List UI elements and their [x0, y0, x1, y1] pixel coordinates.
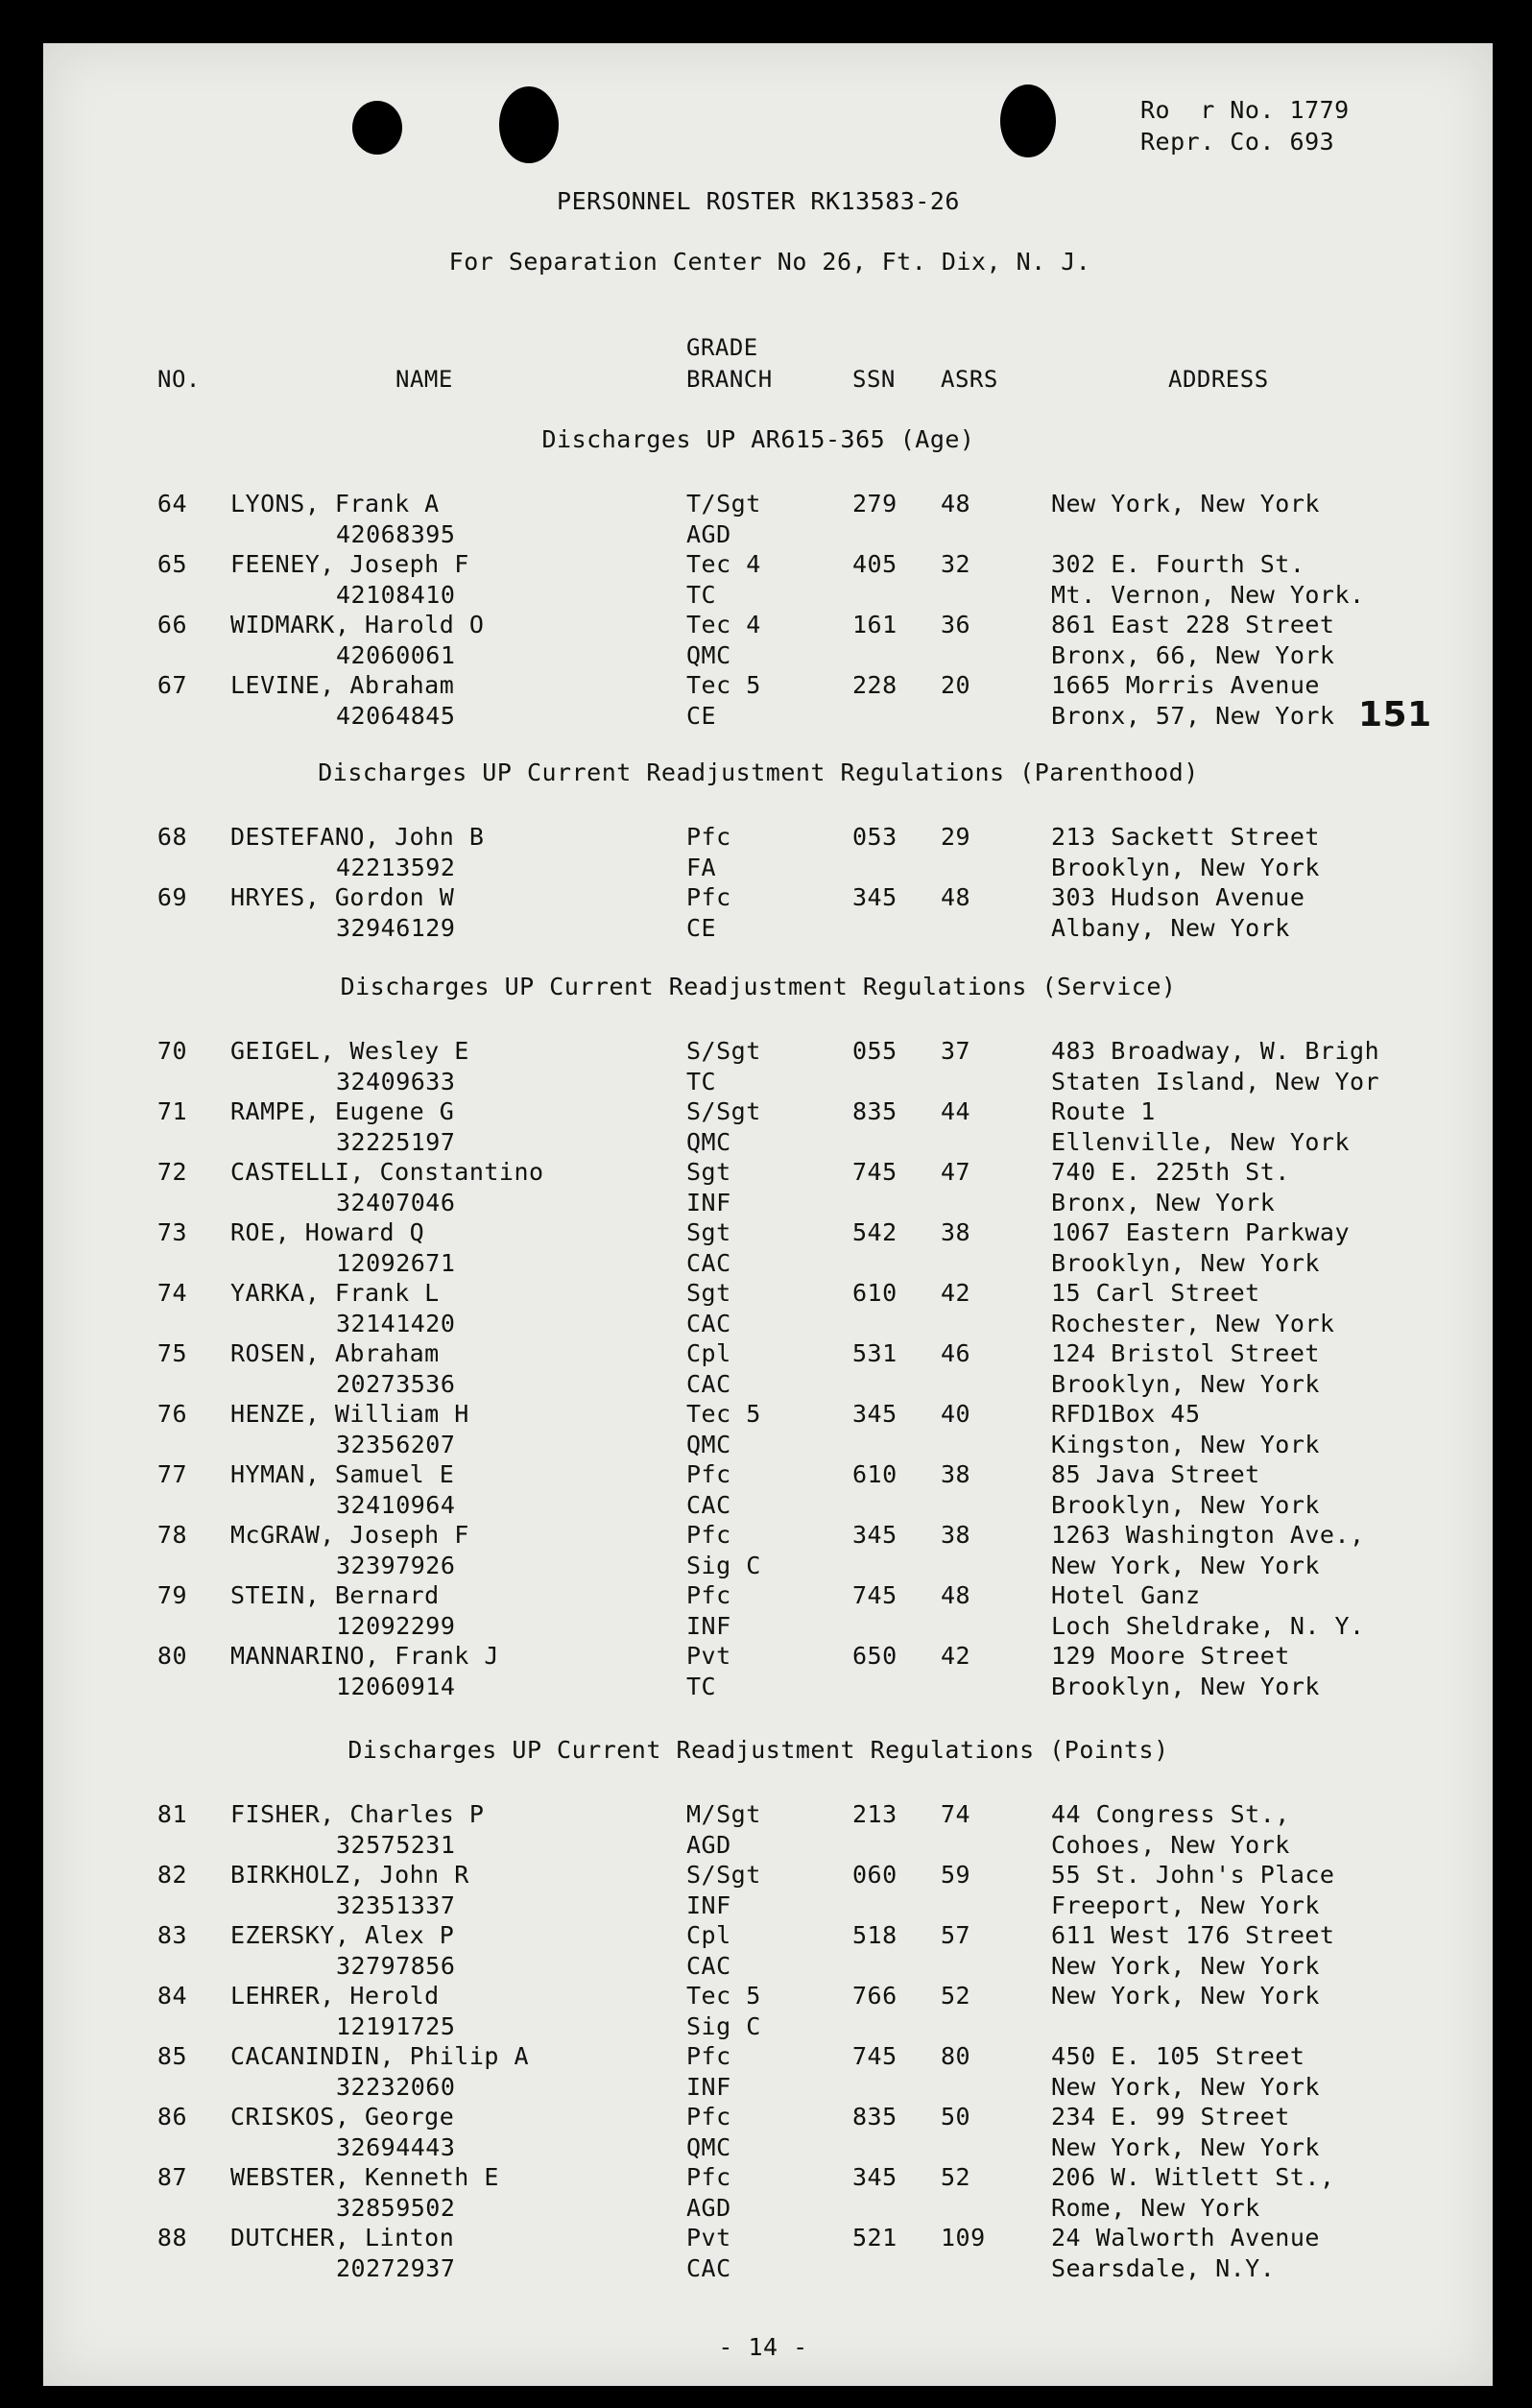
ssn: 345: [852, 1400, 898, 1428]
branch: CAC: [686, 1249, 731, 1277]
asrs: 57: [941, 1921, 971, 1949]
ssn: 835: [852, 2103, 898, 2131]
serial-number: 12060914: [336, 1673, 456, 1700]
asrs: 44: [941, 1097, 971, 1125]
serial-number: 20272937: [336, 2254, 456, 2282]
soldier-name: MANNARINO, Frank J: [230, 1642, 499, 1670]
soldier-name: STEIN, Bernard: [230, 1581, 440, 1609]
row-number: 72: [156, 1158, 187, 1186]
col-header-name: NAME: [395, 366, 453, 393]
serial-number: 42108410: [336, 581, 456, 609]
soldier-name: DESTEFANO, John B: [230, 823, 485, 851]
address-line-1: 740 E. 225th St.: [1051, 1158, 1290, 1186]
address-line-1: 15 Carl Street: [1051, 1279, 1260, 1307]
asrs: 59: [941, 1861, 971, 1889]
address-line-2: Bronx, 57, New York: [1051, 702, 1335, 730]
ssn: 345: [852, 1521, 898, 1549]
asrs: 109: [941, 2224, 986, 2251]
address-line-1: 24 Walworth Avenue: [1051, 2224, 1320, 2251]
row-number: 71: [156, 1097, 187, 1125]
address-line-2: Albany, New York: [1051, 914, 1290, 942]
address-line-1: Route 1: [1051, 1097, 1156, 1125]
address-line-2: Searsdale, N.Y.: [1051, 2254, 1276, 2282]
address-line-1: 1067 Eastern Parkway: [1051, 1218, 1351, 1246]
row-number: 64: [156, 490, 187, 518]
grade: Sgt: [686, 1158, 731, 1186]
branch: CE: [686, 914, 717, 942]
address-line-2: Brooklyn, New York: [1051, 1370, 1320, 1398]
ssn: 161: [852, 611, 898, 638]
branch: INF: [686, 1189, 731, 1216]
soldier-name: FISHER, Charles P: [230, 1800, 485, 1828]
ssn: 745: [852, 1158, 898, 1186]
punch-hole-left: [352, 101, 402, 155]
address-line-1: 234 E. 99 Street: [1051, 2103, 1290, 2131]
col-header-grade: GRADE: [686, 334, 758, 361]
serial-number: 20273536: [336, 1370, 456, 1398]
serial-number: 32575231: [336, 1831, 456, 1859]
asrs: 74: [941, 1800, 971, 1828]
address-line-1: New York, New York: [1051, 490, 1320, 518]
row-number: 82: [156, 1861, 187, 1889]
section-heading: Discharges UP Current Readjustment Regulations (Parenthood): [318, 759, 1199, 786]
col-header-no: NO.: [157, 366, 201, 393]
address-line-1: 129 Moore Street: [1051, 1642, 1290, 1670]
serial-number: 32225197: [336, 1128, 456, 1156]
address-line-2: Brooklyn, New York: [1051, 1249, 1320, 1277]
soldier-name: DUTCHER, Linton: [230, 2224, 455, 2251]
soldier-name: GEIGEL, Wesley E: [230, 1037, 469, 1065]
serial-number: 32694443: [336, 2133, 456, 2161]
row-number: 81: [156, 1800, 187, 1828]
grade: Cpl: [686, 1339, 731, 1367]
grade: Pvt: [686, 2224, 731, 2251]
address-line-2: Bronx, 66, New York: [1051, 641, 1335, 669]
roster-page: [43, 43, 1493, 2386]
ssn: 345: [852, 2163, 898, 2191]
ssn: 053: [852, 823, 898, 851]
grade: Pfc: [686, 1581, 731, 1609]
address-line-1: 302 E. Fourth St.: [1051, 550, 1305, 578]
row-number: 86: [156, 2103, 187, 2131]
grade: Cpl: [686, 1921, 731, 1949]
ssn: 055: [852, 1037, 898, 1065]
asrs: 29: [941, 823, 971, 851]
asrs: 47: [941, 1158, 971, 1186]
soldier-name: CRISKOS, George: [230, 2103, 455, 2131]
row-number: 67: [156, 671, 187, 699]
page-subtitle: For Separation Center No 26, Ft. Dix, N. J.: [448, 248, 1091, 276]
branch: INF: [686, 1612, 731, 1640]
address-line-2: Kingston, New York: [1051, 1431, 1320, 1458]
soldier-name: ROE, Howard Q: [230, 1218, 425, 1246]
row-number: 66: [156, 611, 187, 638]
branch: CAC: [686, 1370, 731, 1398]
asrs: 48: [941, 1581, 971, 1609]
soldier-name: YARKA, Frank L: [230, 1279, 440, 1307]
section-heading: Discharges UP Current Readjustment Regulations (Service): [340, 973, 1177, 1000]
branch: TC: [686, 1673, 717, 1700]
soldier-name: WEBSTER, Kenneth E: [230, 2163, 499, 2191]
ssn: 745: [852, 2042, 898, 2070]
soldier-name: HENZE, William H: [230, 1400, 469, 1428]
grade: Tec 5: [686, 671, 761, 699]
address-line-1: 124 Bristol Street: [1051, 1339, 1320, 1367]
address-line-2: Brooklyn, New York: [1051, 1491, 1320, 1519]
serial-number: 32407046: [336, 1189, 456, 1216]
grade: Sgt: [686, 1218, 731, 1246]
serial-number: 32397926: [336, 1552, 456, 1579]
serial-number: 32797856: [336, 1952, 456, 1980]
grade: Pfc: [686, 2103, 731, 2131]
address-line-2: New York, New York: [1051, 1552, 1320, 1579]
branch: Sig C: [686, 1552, 761, 1579]
soldier-name: RAMPE, Eugene G: [230, 1097, 455, 1125]
row-number: 77: [156, 1460, 187, 1488]
address-line-1: 44 Congress St.,: [1051, 1800, 1290, 1828]
soldier-name: LYONS, Frank A: [230, 490, 440, 518]
address-line-2: Cohoes, New York: [1051, 1831, 1290, 1859]
row-number: 70: [156, 1037, 187, 1065]
col-header-address: ADDRESS: [1168, 366, 1269, 393]
col-header-branch: BRANCH: [686, 366, 773, 393]
serial-number: 12191725: [336, 2012, 456, 2040]
address-line-2: Freeport, New York: [1051, 1891, 1320, 1919]
address-line-1: New York, New York: [1051, 1982, 1320, 2010]
asrs: 52: [941, 1982, 971, 2010]
row-number: 78: [156, 1521, 187, 1549]
grade: Tec 5: [686, 1982, 761, 2010]
serial-number: 32351337: [336, 1891, 456, 1919]
branch: AGD: [686, 2194, 731, 2222]
soldier-name: CASTELLI, Constantino: [230, 1158, 544, 1186]
address-line-2: Loch Sheldrake, N. Y.: [1051, 1612, 1365, 1640]
soldier-name: HYMAN, Samuel E: [230, 1460, 455, 1488]
address-line-2: New York, New York: [1051, 1952, 1320, 1980]
branch: QMC: [686, 1128, 731, 1156]
grade: M/Sgt: [686, 1800, 761, 1828]
asrs: 36: [941, 611, 971, 638]
ssn: 542: [852, 1218, 898, 1246]
ssn: 610: [852, 1279, 898, 1307]
address-line-1: 483 Broadway, W. Brigh: [1051, 1037, 1380, 1065]
branch: CAC: [686, 1310, 731, 1337]
grade: S/Sgt: [686, 1861, 761, 1889]
serial-number: 42064845: [336, 702, 456, 730]
grade: Pfc: [686, 883, 731, 911]
ssn: 650: [852, 1642, 898, 1670]
branch: TC: [686, 581, 717, 609]
asrs: 48: [941, 490, 971, 518]
soldier-name: LEHRER, Herold: [230, 1982, 440, 2010]
ssn: 228: [852, 671, 898, 699]
asrs: 37: [941, 1037, 971, 1065]
address-line-1: Hotel Ganz: [1051, 1581, 1201, 1609]
branch: QMC: [686, 1431, 731, 1458]
asrs: 50: [941, 2103, 971, 2131]
grade: Pfc: [686, 1521, 731, 1549]
ssn: 745: [852, 1581, 898, 1609]
branch: QMC: [686, 2133, 731, 2161]
serial-number: 12092671: [336, 1249, 456, 1277]
asrs: 20: [941, 671, 971, 699]
branch: AGD: [686, 520, 731, 548]
serial-number: 32946129: [336, 914, 456, 942]
branch: TC: [686, 1068, 717, 1096]
row-number: 73: [156, 1218, 187, 1246]
row-number: 75: [156, 1339, 187, 1367]
asrs: 52: [941, 2163, 971, 2191]
ssn: 835: [852, 1097, 898, 1125]
grade: Pfc: [686, 823, 731, 851]
serial-number: 42068395: [336, 520, 456, 548]
grade: Pfc: [686, 1460, 731, 1488]
address-line-1: 1665 Morris Avenue: [1051, 671, 1320, 699]
asrs: 48: [941, 883, 971, 911]
address-line-1: 861 East 228 Street: [1051, 611, 1335, 638]
row-number: 74: [156, 1279, 187, 1307]
serial-number: 32409633: [336, 1068, 456, 1096]
margin-mark: 151: [1358, 695, 1432, 734]
address-line-2: Mt. Vernon, New York.: [1051, 581, 1365, 609]
row-number: 88: [156, 2224, 187, 2251]
asrs: 80: [941, 2042, 971, 2070]
soldier-name: FEENEY, Joseph F: [230, 550, 469, 578]
roster-number: Ro r No. 1779: [1140, 96, 1350, 124]
row-number: 65: [156, 550, 187, 578]
soldier-name: EZERSKY, Alex P: [230, 1921, 455, 1949]
soldier-name: LEVINE, Abraham: [230, 671, 455, 699]
serial-number: 32859502: [336, 2194, 456, 2222]
soldier-name: CACANINDIN, Philip A: [230, 2042, 530, 2070]
branch: CAC: [686, 2254, 731, 2282]
address-line-1: 213 Sackett Street: [1051, 823, 1320, 851]
serial-number: 12092299: [336, 1612, 456, 1640]
address-line-1: 85 Java Street: [1051, 1460, 1260, 1488]
address-line-2: Rochester, New York: [1051, 1310, 1335, 1337]
grade: Pfc: [686, 2042, 731, 2070]
soldier-name: BIRKHOLZ, John R: [230, 1861, 469, 1889]
row-number: 76: [156, 1400, 187, 1428]
asrs: 46: [941, 1339, 971, 1367]
asrs: 38: [941, 1521, 971, 1549]
serial-number: 42213592: [336, 854, 456, 881]
grade: T/Sgt: [686, 490, 761, 518]
serial-number: 32141420: [336, 1310, 456, 1337]
grade: Tec 4: [686, 611, 761, 638]
row-number: 84: [156, 1982, 187, 2010]
grade: Tec 4: [686, 550, 761, 578]
ssn: 531: [852, 1339, 898, 1367]
asrs: 42: [941, 1642, 971, 1670]
section-heading: Discharges UP AR615-365 (Age): [541, 425, 975, 453]
branch: Sig C: [686, 2012, 761, 2040]
company-number: Repr. Co. 693: [1140, 128, 1335, 156]
soldier-name: McGRAW, Joseph F: [230, 1521, 469, 1549]
grade: Sgt: [686, 1279, 731, 1307]
ssn: 521: [852, 2224, 898, 2251]
address-line-1: 55 St. John's Place: [1051, 1861, 1335, 1889]
row-number: 87: [156, 2163, 187, 2191]
asrs: 42: [941, 1279, 971, 1307]
ssn: 610: [852, 1460, 898, 1488]
ssn: 345: [852, 883, 898, 911]
address-line-2: Brooklyn, New York: [1051, 854, 1320, 881]
address-line-1: 611 West 176 Street: [1051, 1921, 1335, 1949]
row-number: 80: [156, 1642, 187, 1670]
ssn: 213: [852, 1800, 898, 1828]
address-line-2: New York, New York: [1051, 2133, 1320, 2161]
section-heading: Discharges UP Current Readjustment Regulations (Points): [347, 1736, 1169, 1764]
ssn: 405: [852, 550, 898, 578]
row-number: 68: [156, 823, 187, 851]
soldier-name: WIDMARK, Harold O: [230, 611, 485, 638]
ssn: 518: [852, 1921, 898, 1949]
grade: Pfc: [686, 2163, 731, 2191]
address-line-2: Ellenville, New York: [1051, 1128, 1351, 1156]
row-number: 83: [156, 1921, 187, 1949]
row-number: 69: [156, 883, 187, 911]
grade: Pvt: [686, 1642, 731, 1670]
branch: CAC: [686, 1952, 731, 1980]
soldier-name: HRYES, Gordon W: [230, 883, 455, 911]
serial-number: 32232060: [336, 2073, 456, 2101]
address-line-1: 206 W. Witlett St.,: [1051, 2163, 1335, 2191]
grade: Tec 5: [686, 1400, 761, 1428]
branch: INF: [686, 2073, 731, 2101]
branch: CE: [686, 702, 717, 730]
asrs: 38: [941, 1460, 971, 1488]
serial-number: 32356207: [336, 1431, 456, 1458]
soldier-name: ROSEN, Abraham: [230, 1339, 440, 1367]
address-line-2: Rome, New York: [1051, 2194, 1260, 2222]
asrs: 32: [941, 550, 971, 578]
row-number: 85: [156, 2042, 187, 2070]
grade: S/Sgt: [686, 1037, 761, 1065]
address-line-2: Staten Island, New Yor: [1051, 1068, 1380, 1096]
ssn: 766: [852, 1982, 898, 2010]
address-line-1: 1263 Washington Ave.,: [1051, 1521, 1365, 1549]
row-number: 79: [156, 1581, 187, 1609]
branch: AGD: [686, 1831, 731, 1859]
col-header-ssn: SSN: [852, 366, 896, 393]
punch-hole-right: [1000, 84, 1056, 157]
asrs: 38: [941, 1218, 971, 1246]
serial-number: 32410964: [336, 1491, 456, 1519]
serial-number: 42060061: [336, 641, 456, 669]
page-title: PERSONNEL ROSTER RK13583-26: [557, 187, 960, 215]
branch: QMC: [686, 641, 731, 669]
grade: S/Sgt: [686, 1097, 761, 1125]
branch: INF: [686, 1891, 731, 1919]
punch-hole-center: [499, 86, 559, 163]
branch: FA: [686, 854, 717, 881]
address-line-1: 450 E. 105 Street: [1051, 2042, 1305, 2070]
address-line-2: New York, New York: [1051, 2073, 1320, 2101]
address-line-2: Bronx, New York: [1051, 1189, 1276, 1216]
ssn: 279: [852, 490, 898, 518]
address-line-2: Brooklyn, New York: [1051, 1673, 1320, 1700]
address-line-1: RFD1Box 45: [1051, 1400, 1201, 1428]
ssn: 060: [852, 1861, 898, 1889]
asrs: 40: [941, 1400, 971, 1428]
page-number: - 14 -: [718, 2333, 808, 2361]
address-line-1: 303 Hudson Avenue: [1051, 883, 1305, 911]
col-header-asrs: ASRS: [941, 366, 998, 393]
branch: CAC: [686, 1491, 731, 1519]
